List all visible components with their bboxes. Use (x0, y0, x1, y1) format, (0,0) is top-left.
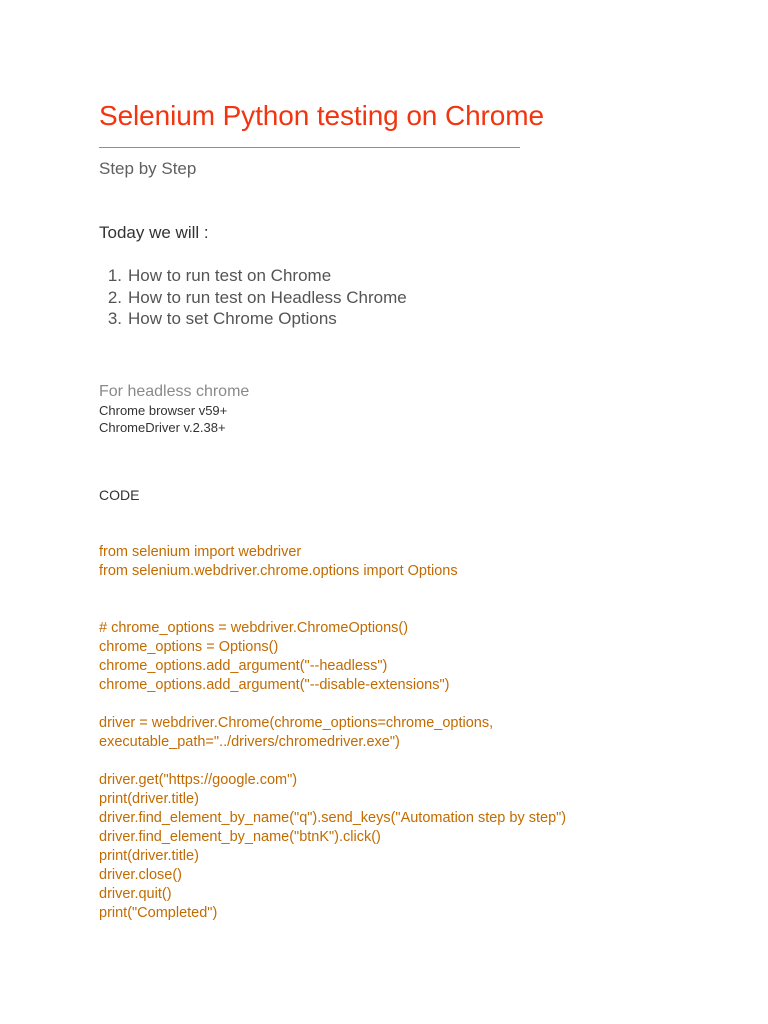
step-number: 2. (107, 287, 122, 307)
code-line: driver.find_element_by_name("btnK").click() (99, 829, 381, 845)
step-number: 3. (107, 309, 122, 328)
title-divider (99, 147, 520, 148)
list-item (99, 308, 407, 330)
code-line: print(driver.title) (99, 848, 199, 864)
code-line: chrome_options = Options() (99, 639, 279, 655)
code-line: driver.find_element_by_name("q").send_keys("Automation step by step") (99, 810, 567, 826)
list-item (99, 287, 407, 309)
code-line: print("Completed") (99, 905, 218, 921)
intro-text: Today we will : (99, 223, 209, 242)
code-block-options (99, 619, 449, 695)
requirement-chromedriver-version: ChromeDriver v.2.38+ (99, 420, 226, 435)
code-line: # chrome_options = webdriver.ChromeOptions() (99, 620, 409, 636)
code-block-driver (99, 714, 493, 752)
step-number: 1. (107, 266, 122, 285)
code-line: from selenium import webdriver (99, 544, 302, 560)
requirement-chrome-version: Chrome browser v59+ (99, 403, 228, 418)
page-subtitle: Step by Step (99, 159, 197, 178)
code-line: chrome_options.add_argument("--headless") (99, 658, 388, 674)
code-line: driver = webdriver.Chrome(chrome_options=chrome_options, (99, 715, 494, 731)
code-block-actions (99, 771, 566, 923)
code-line: chrome_options.add_argument("--disable-extensions") (99, 677, 450, 693)
code-heading: CODE (99, 487, 140, 503)
step-text: How to set Chrome Options (128, 309, 337, 328)
code-line: driver.quit() (99, 886, 172, 902)
steps-list (99, 265, 407, 330)
code-line: driver.get("https://google.com") (99, 772, 298, 788)
page-title: Selenium Python testing on Chrome (99, 100, 544, 131)
step-text: How to run test on Headless Chrome (128, 287, 407, 307)
code-block-imports (99, 543, 458, 581)
headless-heading: For headless chrome (99, 383, 250, 400)
code-line: executable_path="../drivers/chromedriver.exe") (99, 734, 400, 750)
code-line: driver.close() (99, 867, 182, 883)
list-item (99, 265, 407, 287)
code-line: print(driver.title) (99, 791, 199, 807)
code-line: from selenium.webdriver.chrome.options import Options (99, 563, 458, 579)
step-text: How to run test on Chrome (128, 266, 332, 285)
